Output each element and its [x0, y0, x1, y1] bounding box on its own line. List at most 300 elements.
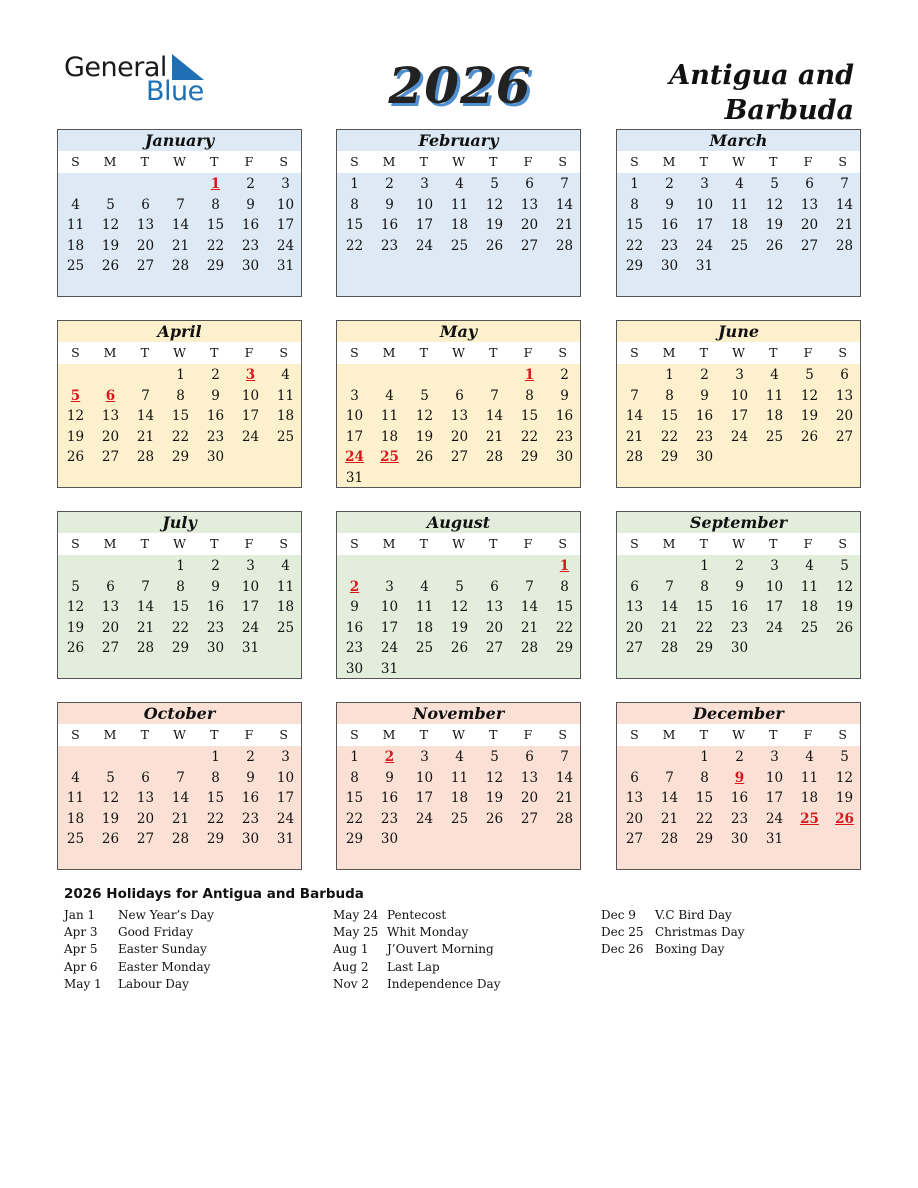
day: 6 [525, 749, 534, 765]
day: 13 [136, 217, 155, 234]
day: 20 [485, 619, 504, 636]
day: 16 [206, 599, 225, 616]
day: 4 [735, 176, 744, 192]
day: 8 [630, 196, 639, 213]
day: 25 [276, 428, 295, 445]
day: 15 [206, 790, 225, 807]
weekday-header [58, 342, 301, 364]
month-february [336, 129, 581, 297]
day: 25 [765, 428, 784, 445]
day: 21 [660, 810, 679, 827]
day: 17 [415, 790, 434, 807]
day: 4 [281, 367, 290, 383]
day: 21 [555, 217, 574, 234]
logo [64, 52, 214, 108]
day: 8 [350, 196, 359, 213]
day: 15 [555, 599, 574, 616]
holiday-date: Nov 2 [333, 976, 369, 991]
day: 26 [415, 449, 434, 466]
weekday-label: S [71, 345, 80, 360]
weekday-label: T [419, 727, 428, 742]
holiday-date: Aug 2 [333, 959, 369, 974]
day: 27 [485, 640, 504, 657]
weekday-label: F [244, 345, 254, 360]
day: 28 [171, 831, 190, 848]
day: 24 [241, 428, 260, 445]
day: 2 [735, 749, 744, 765]
weekday-label: T [489, 345, 498, 360]
day: 7 [141, 387, 150, 404]
day: 20 [101, 619, 120, 636]
day: 25 [276, 619, 295, 636]
day: 14 [835, 196, 854, 213]
weekday-label: W [173, 727, 186, 742]
day: 22 [345, 237, 364, 254]
weekday-label: T [419, 536, 428, 551]
day: 15 [660, 408, 679, 425]
day: 23 [555, 428, 574, 445]
country-line-1: Antigua and [669, 60, 854, 91]
day: 19 [485, 790, 504, 807]
weekday-header [617, 533, 860, 555]
day: 5 [71, 578, 80, 595]
month-name: May [439, 322, 478, 341]
month-name: September [689, 513, 788, 532]
day: 12 [800, 387, 819, 404]
day: 20 [136, 810, 155, 827]
day: 6 [490, 578, 499, 595]
weekday-label: F [803, 727, 813, 742]
day: 31 [765, 831, 784, 848]
day: 30 [730, 831, 749, 848]
day: 3 [420, 176, 429, 192]
weekday-label: F [244, 727, 254, 742]
weekday-label: W [732, 536, 745, 551]
weekday-label: W [452, 345, 465, 360]
day: 11 [765, 387, 784, 404]
weekday-label: F [803, 345, 813, 360]
day: 27 [625, 831, 644, 848]
weekday-label: T [140, 154, 149, 169]
day: 12 [485, 196, 504, 213]
day: 10 [695, 196, 714, 213]
day: 20 [450, 428, 469, 445]
day: 29 [695, 831, 714, 848]
day: 30 [695, 449, 714, 466]
holiday-date: Apr 6 [64, 959, 98, 974]
weekday-label: T [699, 727, 708, 742]
day: 19 [415, 428, 434, 445]
holiday-day: 2 [349, 578, 360, 595]
weekday-label: S [71, 727, 80, 742]
day: 15 [171, 408, 190, 425]
day: 18 [800, 790, 819, 807]
weekday-label: S [838, 345, 847, 360]
day: 27 [101, 640, 120, 657]
day: 15 [520, 408, 539, 425]
day: 24 [730, 428, 749, 445]
day: 3 [350, 387, 359, 404]
day: 16 [730, 790, 749, 807]
weekday-label: S [558, 345, 567, 360]
weekday-label: T [489, 154, 498, 169]
day: 27 [520, 237, 539, 254]
day: 11 [66, 790, 85, 807]
month-july [57, 511, 302, 679]
day: 12 [415, 408, 434, 425]
day: 19 [101, 810, 120, 827]
weekday-label: M [662, 154, 676, 169]
day: 23 [380, 810, 399, 827]
day: 11 [800, 578, 819, 595]
day: 1 [350, 749, 359, 765]
day: 3 [420, 749, 429, 765]
day: 20 [800, 217, 819, 234]
day: 23 [241, 237, 260, 254]
day: 1 [176, 558, 185, 574]
day: 13 [800, 196, 819, 213]
day: 10 [241, 387, 260, 404]
day: 23 [730, 619, 749, 636]
day: 11 [380, 408, 399, 425]
day: 4 [770, 367, 779, 383]
weekday-label: F [803, 536, 813, 551]
weekday-label: T [769, 345, 778, 360]
day: 17 [241, 599, 260, 616]
day: 26 [485, 810, 504, 827]
day: 17 [695, 217, 714, 234]
day: 14 [625, 408, 644, 425]
day: 21 [835, 217, 854, 234]
day: 13 [101, 599, 120, 616]
day: 18 [276, 408, 295, 425]
day: 23 [345, 640, 364, 657]
weekday-label: W [732, 727, 745, 742]
day: 20 [520, 790, 539, 807]
day: 31 [345, 470, 364, 486]
day: 30 [555, 449, 574, 466]
day: 4 [71, 769, 80, 786]
day: 23 [241, 810, 260, 827]
day: 22 [171, 428, 190, 445]
weekday-label: T [419, 154, 428, 169]
day: 17 [241, 408, 260, 425]
day: 20 [625, 810, 644, 827]
day: 25 [66, 831, 85, 848]
day: 25 [66, 258, 85, 275]
day: 24 [765, 619, 784, 636]
day: 20 [835, 408, 854, 425]
weekday-label: T [489, 727, 498, 742]
day: 29 [625, 258, 644, 275]
day: 24 [276, 810, 295, 827]
weekday-label: S [558, 536, 567, 551]
day: 26 [800, 428, 819, 445]
weekday-label: M [662, 727, 676, 742]
day: 19 [101, 237, 120, 254]
day: 31 [241, 640, 260, 657]
weekday-label: T [210, 536, 219, 551]
day: 24 [380, 640, 399, 657]
holiday-day: 25 [800, 810, 819, 827]
day: 26 [765, 237, 784, 254]
day: 21 [660, 619, 679, 636]
day: 26 [450, 640, 469, 657]
day: 6 [630, 769, 639, 786]
day: 12 [101, 217, 120, 234]
day: 29 [345, 831, 364, 848]
day: 11 [450, 769, 469, 786]
day: 13 [835, 387, 854, 404]
day: 18 [380, 428, 399, 445]
day: 18 [765, 408, 784, 425]
day: 23 [730, 810, 749, 827]
day: 17 [415, 217, 434, 234]
weekday-label: M [103, 536, 117, 551]
day: 1 [350, 176, 359, 192]
day: 27 [450, 449, 469, 466]
day: 27 [835, 428, 854, 445]
day: 17 [345, 428, 364, 445]
month-september [616, 511, 861, 679]
holiday-date: Jan 1 [64, 908, 96, 922]
day: 9 [211, 387, 220, 404]
logo-text-blue: Blue [146, 76, 204, 107]
day: 10 [415, 196, 434, 213]
weekday-label: T [489, 536, 498, 551]
holiday-date: Apr 5 [64, 942, 98, 957]
day: 5 [420, 387, 429, 404]
day: 14 [171, 790, 190, 807]
weekday-label: F [244, 154, 254, 169]
day: 12 [835, 578, 854, 595]
weekday-label: M [662, 536, 676, 551]
day: 15 [345, 790, 364, 807]
day: 1 [211, 749, 220, 765]
weekday-header [617, 342, 860, 364]
day: 18 [276, 599, 295, 616]
logo-text-general: General [64, 52, 167, 83]
holiday-day: 5 [70, 387, 81, 404]
day: 17 [380, 619, 399, 636]
day: 29 [206, 258, 225, 275]
month-august [336, 511, 581, 679]
day: 17 [276, 790, 295, 807]
weekday-label: S [279, 345, 288, 360]
weekday-label: S [279, 536, 288, 551]
weekday-header [617, 151, 860, 173]
day: 29 [206, 831, 225, 848]
weekday-label: F [244, 536, 254, 551]
month-march [616, 129, 861, 297]
day: 10 [276, 769, 295, 786]
day: 23 [695, 428, 714, 445]
day: 13 [485, 599, 504, 616]
weekday-label: W [732, 154, 745, 169]
day: 13 [520, 769, 539, 786]
weekday-label: S [279, 154, 288, 169]
day: 12 [450, 599, 469, 616]
day: 25 [415, 640, 434, 657]
day: 22 [520, 428, 539, 445]
day: 19 [835, 790, 854, 807]
day: 5 [840, 749, 849, 765]
day: 28 [660, 640, 679, 657]
day: 8 [700, 578, 709, 595]
day: 6 [106, 578, 115, 595]
day: 12 [101, 790, 120, 807]
weekday-label: M [382, 727, 396, 742]
month-name: July [162, 513, 197, 532]
month-name: January [144, 131, 215, 150]
weekday-label: S [350, 345, 359, 360]
day: 3 [281, 749, 290, 765]
holiday-date: Apr 3 [64, 925, 98, 940]
day: 9 [735, 578, 744, 595]
day: 7 [560, 176, 569, 192]
day: 24 [276, 237, 295, 254]
day: 19 [485, 217, 504, 234]
day: 30 [730, 640, 749, 657]
day: 30 [660, 258, 679, 275]
day: 19 [765, 217, 784, 234]
day: 30 [345, 661, 364, 677]
month-november [336, 702, 581, 870]
weekday-label: F [803, 154, 813, 169]
day: 3 [770, 749, 779, 765]
day: 2 [246, 176, 255, 192]
day: 11 [730, 196, 749, 213]
day: 7 [560, 749, 569, 765]
country-title [594, 58, 854, 128]
day: 23 [206, 619, 225, 636]
day: 16 [695, 408, 714, 425]
day: 27 [520, 810, 539, 827]
day: 7 [490, 387, 499, 404]
day: 5 [455, 578, 464, 595]
weekday-label: T [769, 727, 778, 742]
day: 4 [805, 558, 814, 574]
holiday-day: 26 [835, 810, 854, 827]
holiday-name: Easter Sunday [118, 942, 207, 957]
weekday-label: W [173, 536, 186, 551]
day: 3 [281, 176, 290, 192]
holiday-name: Labour Day [118, 976, 189, 991]
day: 7 [141, 578, 150, 595]
month-june [616, 320, 861, 488]
holiday-name: V.C Bird Day [655, 908, 732, 922]
day: 22 [345, 810, 364, 827]
day: 26 [66, 640, 85, 657]
holiday-date: Dec 9 [601, 908, 636, 922]
day: 11 [66, 217, 85, 234]
day: 10 [765, 769, 784, 786]
day: 22 [555, 619, 574, 636]
day: 9 [700, 387, 709, 404]
day: 8 [700, 769, 709, 786]
day: 18 [450, 790, 469, 807]
weekday-label: S [71, 536, 80, 551]
holiday-day: 2 [384, 749, 395, 765]
day: 16 [555, 408, 574, 425]
holiday-day: 1 [210, 176, 221, 192]
day: 24 [415, 810, 434, 827]
holiday-name: Easter Monday [118, 959, 211, 974]
day: 28 [136, 449, 155, 466]
weekday-label: S [350, 154, 359, 169]
day: 5 [840, 558, 849, 574]
day: 4 [455, 176, 464, 192]
day: 16 [345, 619, 364, 636]
weekday-header [337, 724, 580, 746]
holiday-date: May 24 [333, 908, 379, 922]
day: 29 [171, 449, 190, 466]
day: 14 [555, 769, 574, 786]
day: 15 [695, 599, 714, 616]
holiday-day: 9 [734, 769, 745, 786]
day: 2 [665, 176, 674, 192]
day: 10 [380, 599, 399, 616]
day: 28 [485, 449, 504, 466]
month-name: February [418, 131, 499, 150]
day: 31 [380, 661, 399, 677]
day: 20 [625, 619, 644, 636]
day: 16 [241, 217, 260, 234]
day: 17 [276, 217, 295, 234]
holiday-name: Christmas Day [655, 925, 745, 940]
holidays-title: 2026 Holidays for Antigua and Barbuda [64, 886, 364, 902]
day: 3 [735, 367, 744, 383]
weekday-label: S [838, 727, 847, 742]
day: 18 [66, 237, 85, 254]
day: 24 [765, 810, 784, 827]
day: 22 [695, 810, 714, 827]
country-line-2: Barbuda [724, 95, 854, 126]
day: 2 [211, 367, 220, 383]
day: 7 [630, 387, 639, 404]
day: 8 [560, 578, 569, 595]
day: 28 [660, 831, 679, 848]
day: 19 [450, 619, 469, 636]
day: 21 [520, 619, 539, 636]
day: 11 [276, 387, 295, 404]
day: 5 [805, 367, 814, 383]
weekday-label: S [630, 345, 639, 360]
day: 7 [176, 769, 185, 786]
weekday-label: S [838, 536, 847, 551]
day: 12 [66, 408, 85, 425]
day: 25 [450, 810, 469, 827]
day: 28 [136, 640, 155, 657]
day: 6 [455, 387, 464, 404]
weekday-label: S [630, 536, 639, 551]
month-name: April [157, 322, 202, 341]
day: 7 [665, 578, 674, 595]
weekday-label: T [769, 536, 778, 551]
weekday-label: W [452, 727, 465, 742]
day: 29 [555, 640, 574, 657]
day: 8 [211, 769, 220, 786]
day: 19 [66, 428, 85, 445]
holiday-name: Independence Day [387, 976, 501, 991]
day: 28 [171, 258, 190, 275]
day: 31 [695, 258, 714, 275]
day: 28 [555, 237, 574, 254]
day: 13 [136, 790, 155, 807]
day: 6 [525, 176, 534, 192]
month-name: November [412, 704, 505, 723]
day: 2 [700, 367, 709, 383]
